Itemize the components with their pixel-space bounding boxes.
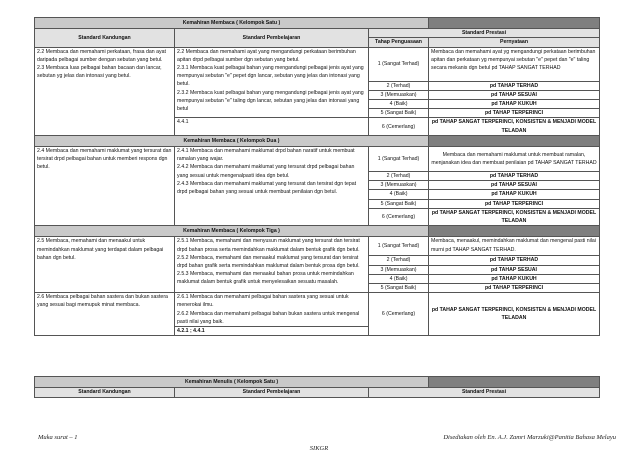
column-header-row: [35, 388, 600, 397]
section-header-kelompok-dua: [35, 135, 600, 146]
page-number: Muka surat – 1: [38, 434, 78, 441]
tahap-cell: 5 (Sangat Baik): [369, 284, 429, 293]
pernyataan-cell: Membaca, menaakul, memindahkan maklumat dan mengenal pasti nilai murni pd TAHAP SANGAT TERHAD.: [429, 237, 600, 256]
footer-school-code: SIKGR: [309, 445, 329, 452]
tahap-cell: 6 (Cemerlang): [369, 118, 429, 135]
tahap-cell: 3 (Memuaskan): [369, 181, 429, 190]
col-standard-pembelajaran: Standard Pembelajaran: [175, 29, 369, 47]
standard-pembelajaran-item: 2.5.1 Membaca, memahami dan menyusun maklumat yang tersurat dan tersirat drpd bahan prosa serta memindahkan maklumat dalam bentuk grafik dgn betul.: [177, 238, 360, 253]
tahap-cell: 2 (Terhad): [369, 256, 429, 265]
pernyataan-cell: pd TAHAP SANGAT TERPERINCI, KONSISTEN & MENJADI MODEL TELADAN: [429, 293, 600, 336]
table-row: [35, 237, 600, 256]
standard-pembelajaran-item: 2.5.2 Membaca, memahami dan menaakul maklumat yang tersurat dan tersirat drpd bahan grafik serta memindahkan maklumat dalam bentuk prosa dgn betul.: [177, 254, 360, 270]
tahap-cell: 2 (Terhad): [369, 81, 429, 90]
standard-pembelajaran-item: 2.6.2 Membaca dan memahami pelbagai bahan bukan sastera untuk mengenal pasti nilai yang baik.: [177, 310, 360, 325]
section-header-kelompok-tiga: [35, 226, 600, 237]
standard-pembelajaran-item: 2.4.3 Membaca dan memahami maklumat yang tersurat dan tersirat dgn tepat drpd pelbagai bahan yang sesuai untuk membuat penilaian dgn betul.: [177, 180, 357, 196]
tahap-cell: 6 (Cemerlang): [369, 293, 429, 336]
standard-pembelajaran-cell: [175, 47, 369, 118]
pernyataan-cell: pd TAHAP TERHAD: [429, 81, 600, 90]
section-title: Kemahiran Membaca ( Kelompok Dua ): [35, 135, 429, 146]
tahap-cell: 4 (Baik): [369, 274, 429, 283]
section-title: Kemahiran Membaca ( Kelompok Satu ): [35, 18, 429, 29]
standard-pembelajaran-cell: [175, 237, 369, 293]
standard-kandungan-cell: 2.6 Membaca pelbagai bahan sastera dan bukan sastera yang sesuai bagi memupuk minat membaca.: [35, 293, 175, 336]
tahap-cell: 4 (Baik): [369, 190, 429, 199]
col-standard-prestasi: Standard Prestasi: [369, 29, 600, 38]
standard-pembelajaran-item: 2.3.2 Membaca kuat pelbagai bahan yang mengandungi pelbagai jenis ayat yang mempunyai sebutan "e" taling dgn lancar, sebutan yang jelas dan intonasi yang betul: [177, 89, 364, 113]
standard-pembelajaran-item: 2.4.2 Membaca dan memahami maklumat yang tersurat drpd pelbagai bahan yang sesuai untuk mengenalpasti idea dgn betul.: [177, 164, 355, 179]
section-header-menulis-kelompok-satu: [35, 377, 600, 388]
tahap-cell: 5 (Sangat Baik): [369, 109, 429, 118]
pernyataan-cell: Membaca dan memahami maklumat untuk membuat ramalan, menjanakan idea dan membuat penilaian pd TAHAP SANGAT TERHAD: [429, 147, 600, 172]
standard-pembelajaran-cell: 4.4.1: [175, 118, 369, 135]
standard-kandungan-cell: 2.4 Membaca dan memahami maklumat yang tersurat dan tersirat drpd pelbagai bahan untuk memberi respons dgn betul.: [35, 147, 175, 226]
pernyataan-cell: pd TAHAP KUKUH: [429, 100, 600, 109]
sp-table: [34, 17, 600, 398]
footer-credit: Disediakan oleh En. A.J. Zamri Marzuki@Panitia Bahasa Melayu: [443, 434, 616, 441]
section-title: Kemahiran Membaca ( Kelompok Tiga ): [35, 226, 429, 237]
tahap-cell: 3 (Memuaskan): [369, 265, 429, 274]
tahap-cell: 1 (Sangat Terhad): [369, 147, 429, 172]
pernyataan-cell: pd TAHAP SANGAT TERPERINCI, KONSISTEN & MENJADI MODEL TELADAN: [429, 118, 600, 135]
standard-pembelajaran-cell: [175, 147, 369, 226]
section-header-fill: [429, 135, 600, 146]
tahap-cell: 3 (Memuaskan): [369, 90, 429, 99]
pernyataan-cell: pd TAHAP SESUAI: [429, 90, 600, 99]
column-header-row: [35, 29, 600, 38]
table-row: [35, 47, 600, 81]
table-row: [35, 147, 600, 172]
standard-pembelajaran-item: 2.2 Membaca dan memahami ayat yang mengandungi perkataan berimbuhan apitan drpd pelbagai sumber dgn sebutan yang betul.: [177, 48, 356, 63]
section-title: Kemahiran Menulis ( Kelompok Satu ): [35, 377, 429, 388]
tahap-cell: 6 (Cemerlang): [369, 208, 429, 225]
tahap-cell: 1 (Sangat Terhad): [369, 47, 429, 81]
pernyataan-cell: pd TAHAP TERPERINCI: [429, 199, 600, 208]
pernyataan-cell: pd TAHAP SESUAI: [429, 265, 600, 274]
standard-kandungan-item: 2.2 Membaca dan memahami perkataan, frasa dan ayat daripada pelbagai sumber dengan sebutan yang betul.: [37, 48, 166, 63]
standard-kandungan-cell: 2.5 Membaca, memahami dan menaakul untuk memindahkan maklumat yang terdapat dalam pelbagai bahan dgn betul.: [35, 237, 175, 293]
table-row: [35, 293, 600, 327]
pernyataan-cell: pd TAHAP TERHAD: [429, 256, 600, 265]
col-standard-kandungan: Standard Kandungan: [35, 29, 175, 47]
tahap-cell: 4 (Baik): [369, 100, 429, 109]
standard-pembelajaran-item: 2.5.3 Membaca, memahami dan menaakul bahan prosa untuk memindahkan maklumat dalam bentuk grafik untuk menyelesaikan sesuatu masalah.: [177, 271, 354, 286]
pernyataan-cell: pd TAHAP TERHAD: [429, 172, 600, 181]
col-pernyataan: Pernyataan: [429, 38, 600, 47]
pernyataan-cell: pd TAHAP KUKUH: [429, 274, 600, 283]
col-standard-pembelajaran: Standard Pembelajaran: [175, 388, 369, 397]
standard-kandungan-cell: [35, 47, 175, 135]
pernyataan-cell: pd TAHAP KUKUH: [429, 190, 600, 199]
tahap-cell: 5 (Sangat Baik): [369, 199, 429, 208]
tahap-cell: 1 (Sangat Terhad): [369, 237, 429, 256]
standard-pembelajaran-item: 2.4.1 Membaca dan memahami maklumat drpd bahan naratif untuk membuat ramalan yang wajar.: [177, 148, 355, 163]
pernyataan-cell: pd TAHAP SESUAI: [429, 181, 600, 190]
spacer-row: [35, 336, 600, 377]
pernyataan-cell: pd TAHAP SANGAT TERPERINCI, KONSISTEN & MENJADI MODEL TELADAN: [429, 208, 600, 225]
col-standard-kandungan: Standard Kandungan: [35, 388, 175, 397]
section-header-fill: [429, 377, 600, 388]
standard-pembelajaran-cell: [175, 293, 369, 327]
standard-pembelajaran-item: 2.3.1 Membaca kuat pelbagai bahan yang mengandungi pelbagai jenis ayat yang mempunyai sebutan "e" pepet dgn lancar, sebutan yang jelas dan intonasi yang betul.: [177, 65, 364, 88]
section-header-fill: [429, 226, 600, 237]
standard-pembelajaran-cell: 4.2.1 ; 4.4.1: [175, 327, 369, 336]
standard-kandungan-item: 2.3 Membaca luas pelbagai bahan bacaan dan lancar, sebutan yg jelas dan intonasi yang betul.: [37, 65, 162, 80]
pernyataan-cell: pd TAHAP TERPERINCI: [429, 284, 600, 293]
document-page: [34, 17, 599, 398]
section-header-kelompok-satu: [35, 18, 600, 29]
standard-pembelajaran-item: 2.6.1 Membaca dan memahami pelbagai bahan sastera yang sesuai untuk menerokai ilmu.: [177, 294, 349, 309]
pernyataan-cell: Membaca dan memahami ayat yg mengandungi perkataan berimbuhan apitan dan perkataan yg mempunyai sebutan "e" pepet dan "e" taling secara mekanis dgn betul pd TAHAP SANGAT TERHAD: [429, 47, 600, 81]
col-tahap-penguasaan: Tahap Penguasaan: [369, 38, 429, 47]
pernyataan-cell: pd TAHAP TERPERINCI: [429, 109, 600, 118]
tahap-cell: 2 (Terhad): [369, 172, 429, 181]
section-header-fill: [429, 18, 600, 29]
col-standard-prestasi: Standard Prestasi: [369, 388, 600, 397]
